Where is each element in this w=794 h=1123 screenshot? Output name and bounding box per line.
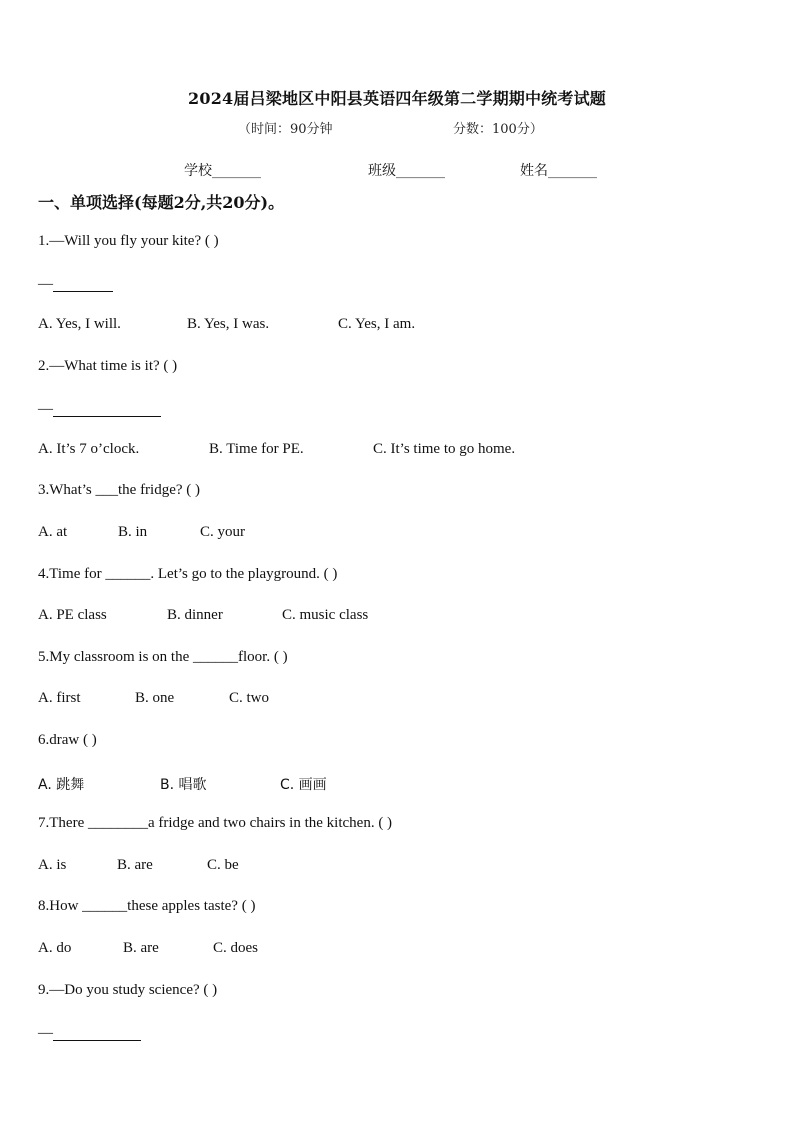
option-a: A. at	[38, 524, 68, 540]
school-field: 学校_______	[184, 163, 261, 179]
question-7-stem: 7.There ________a fridge and two chairs in the kitchen. ( )	[38, 815, 393, 831]
exam-title: 2024届吕梁地区中阳县英语四年级第二学期期中统考试题	[188, 89, 606, 108]
answer-blank	[53, 400, 161, 417]
name-field: 姓名_______	[520, 163, 597, 179]
option-c: C. 画画	[280, 777, 327, 793]
option-c: C. Yes, I am.	[338, 316, 416, 332]
question-5-stem: 5.My classroom is on the ______floor. ( )	[38, 649, 288, 665]
option-a: A. PE class	[38, 607, 107, 623]
option-c: C. It’s time to go home.	[373, 441, 516, 457]
answer-dash: —	[38, 276, 53, 292]
answer-dash: —	[38, 401, 53, 417]
question-1-stem: 1.—Will you fly your kite? ( )	[38, 233, 219, 249]
option-a: A. do	[38, 940, 72, 956]
question-4-stem: 4.Time for ______. Let’s go to the playground. ( )	[38, 566, 338, 582]
option-a: A. Yes, I will.	[38, 316, 121, 332]
option-a: A. 跳舞	[38, 777, 85, 793]
answer-blank	[53, 275, 113, 292]
option-a: A. is	[38, 857, 67, 873]
option-c: C. does	[213, 940, 258, 956]
option-b: B. Yes, I was.	[187, 316, 270, 332]
answer-dash: —	[38, 1025, 53, 1041]
question-3-stem: 3.What’s ___the fridge? ( )	[38, 482, 201, 498]
option-b: B. are	[117, 857, 153, 873]
question-9-answer-line	[38, 1024, 141, 1042]
option-c: C. your	[200, 524, 245, 540]
option-c: C. two	[229, 690, 270, 706]
option-a: A. first	[38, 690, 81, 706]
question-6-stem: 6.draw ( )	[38, 732, 97, 748]
option-a: A. It’s 7 o’clock.	[38, 441, 140, 457]
class-field: 班级_______	[368, 163, 445, 179]
question-8-stem: 8.How ______these apples taste? ( )	[38, 898, 256, 914]
option-b: B. Time for PE.	[209, 441, 304, 457]
option-b: B. dinner	[167, 607, 223, 623]
option-c: C. music class	[282, 607, 369, 623]
question-2-stem: 2.—What time is it? ( )	[38, 358, 178, 374]
exam-time: （时间：90分钟	[238, 122, 333, 137]
question-1-answer-line	[38, 275, 113, 293]
section-heading: 一、单项选择(每题2分,共20分)。	[38, 193, 285, 212]
exam-score: 分数：100分）	[453, 122, 543, 137]
option-b: B. one	[135, 690, 175, 706]
option-b: B. 唱歌	[160, 777, 207, 793]
question-9-stem: 9.—Do you study science? ( )	[38, 982, 218, 998]
option-c: C. be	[207, 857, 239, 873]
option-b: B. are	[123, 940, 159, 956]
option-b: B. in	[118, 524, 148, 540]
answer-blank	[53, 1024, 141, 1041]
question-2-answer-line	[38, 400, 161, 418]
